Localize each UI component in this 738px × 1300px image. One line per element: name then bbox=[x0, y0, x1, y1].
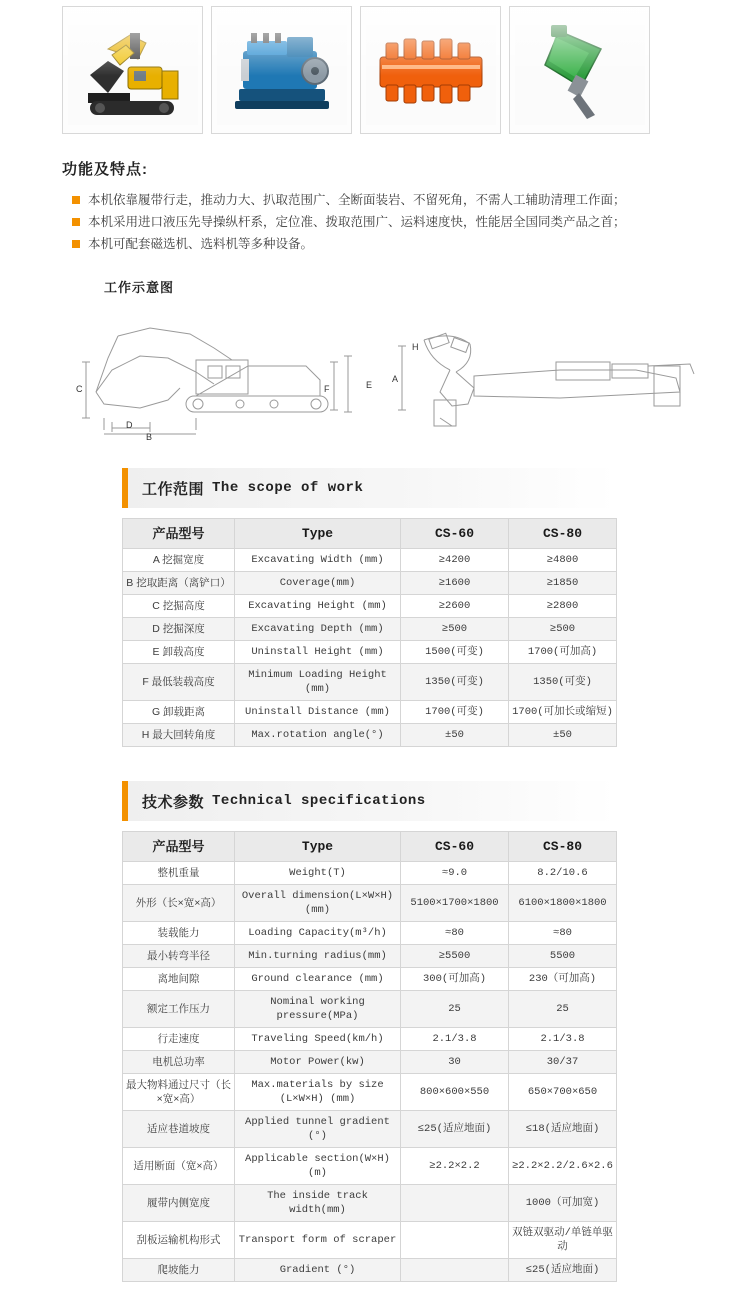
table-row bbox=[123, 1051, 617, 1074]
row-value-cs60: 1500(可变) bbox=[401, 641, 509, 664]
row-label-en: Max.materials by size (L×W×H) (mm) bbox=[235, 1074, 401, 1111]
row-label-en: Ground clearance (mm) bbox=[235, 968, 401, 991]
row-value-cs80: ≥500 bbox=[509, 618, 617, 641]
scope-of-work-table bbox=[122, 518, 617, 747]
table-row bbox=[123, 991, 617, 1028]
scope-header-type: Type bbox=[235, 519, 401, 549]
tech-title-cn: 技术参数 bbox=[142, 793, 205, 811]
row-value-cs60: 30 bbox=[401, 1051, 509, 1074]
row-label: C 挖掘高度 bbox=[123, 595, 235, 618]
row-label-en: Excavating Height (mm) bbox=[235, 595, 401, 618]
row-value-cs60: 2.1/3.8 bbox=[401, 1028, 509, 1051]
table-row bbox=[123, 1028, 617, 1051]
row-label-en: Nominal working pressure(MPa) bbox=[235, 991, 401, 1028]
row-value-cs80: 30/37 bbox=[509, 1051, 617, 1074]
row-value-cs60: 300(可加高) bbox=[401, 968, 509, 991]
working-range-diagram bbox=[0, 300, 738, 450]
row-value-cs80: 1350(可变) bbox=[509, 664, 617, 701]
row-value-cs60: 800×600×550 bbox=[401, 1074, 509, 1111]
row-value-cs60: ≈80 bbox=[401, 922, 509, 945]
table-row bbox=[123, 701, 617, 724]
row-label: 外形（长×宽×高） bbox=[123, 885, 235, 922]
feature-item: 本机采用进口液压先导操纵杆系，定位准、拨取范围广、运料速度快，性能居全国同类产品之首； bbox=[72, 211, 738, 233]
row-value-cs60: ≥2.2×2.2 bbox=[401, 1148, 509, 1185]
row-label-en: Gradient (°) bbox=[235, 1259, 401, 1282]
row-label-en: Excavating Depth (mm) bbox=[235, 618, 401, 641]
table-header-row bbox=[123, 832, 617, 862]
diagram-label-A: A bbox=[392, 374, 399, 384]
diagram-title: 工作示意图 bbox=[104, 280, 175, 295]
scope-of-work-header bbox=[122, 468, 616, 508]
row-label-en: Uninstall Height (mm) bbox=[235, 641, 401, 664]
row-value-cs60 bbox=[401, 1222, 509, 1259]
diagram-label-E: E bbox=[366, 380, 373, 390]
row-label: 最小转弯半径 bbox=[123, 945, 235, 968]
row-value-cs80: ±50 bbox=[509, 724, 617, 747]
technical-specifications-table bbox=[122, 831, 617, 1282]
row-value-cs60: ≥500 bbox=[401, 618, 509, 641]
row-value-cs80: ≥2800 bbox=[509, 595, 617, 618]
table-row bbox=[123, 968, 617, 991]
row-label-en: Applied tunnel gradient (°) bbox=[235, 1111, 401, 1148]
tech-header-type: Type bbox=[235, 832, 401, 862]
row-label-en: Excavating Width (mm) bbox=[235, 549, 401, 572]
row-value-cs80: ≥4800 bbox=[509, 549, 617, 572]
row-label: A 挖掘宽度 bbox=[123, 549, 235, 572]
photo-diesel-engine bbox=[211, 6, 352, 134]
table-row bbox=[123, 595, 617, 618]
row-label-en: Min.turning radius(mm) bbox=[235, 945, 401, 968]
table-row bbox=[123, 724, 617, 747]
scope-of-work-block bbox=[122, 468, 616, 747]
row-label: 电机总功率 bbox=[123, 1051, 235, 1074]
row-label: B 挖取距离（离铲口） bbox=[123, 572, 235, 595]
diagram-label-F: F bbox=[324, 384, 330, 394]
photo-hydraulic-valve bbox=[360, 6, 501, 134]
row-value-cs80: ≤25(适应地面) bbox=[509, 1259, 617, 1282]
row-value-cs60: ≈9.0 bbox=[401, 862, 509, 885]
row-value-cs80: 2.1/3.8 bbox=[509, 1028, 617, 1051]
scope-title-cn: 工作范围 bbox=[142, 480, 205, 498]
table-row bbox=[123, 1259, 617, 1282]
tech-header-cs80: CS-80 bbox=[509, 832, 617, 862]
row-label: 离地间隙 bbox=[123, 968, 235, 991]
row-value-cs60: 5100×1700×1800 bbox=[401, 885, 509, 922]
table-row bbox=[123, 862, 617, 885]
row-value-cs80: 双链双驱动/单链单驱动 bbox=[509, 1222, 617, 1259]
table-row bbox=[123, 618, 617, 641]
row-value-cs60: 1350(可变) bbox=[401, 664, 509, 701]
features-list bbox=[72, 189, 738, 255]
row-value-cs80: 1000（可加宽) bbox=[509, 1185, 617, 1222]
row-value-cs60: 25 bbox=[401, 991, 509, 1028]
row-value-cs60: 1700(可变) bbox=[401, 701, 509, 724]
scope-header-model: 产品型号 bbox=[123, 519, 235, 549]
row-label-en: Motor Power(kw) bbox=[235, 1051, 401, 1074]
row-label-en: Overall dimension(L×W×H) (mm) bbox=[235, 885, 401, 922]
row-value-cs80: 1700(可加长或缩短) bbox=[509, 701, 617, 724]
row-value-cs80: ≥2.2×2.2/2.6×2.6 bbox=[509, 1148, 617, 1185]
table-row bbox=[123, 1074, 617, 1111]
technical-specifications-block bbox=[122, 781, 616, 1282]
diagram-label-C: C bbox=[76, 384, 83, 394]
table-row bbox=[123, 922, 617, 945]
row-label: 刮板运输机构形式 bbox=[123, 1222, 235, 1259]
row-value-cs60: ≥5500 bbox=[401, 945, 509, 968]
row-value-cs80: 8.2/10.6 bbox=[509, 862, 617, 885]
table-row bbox=[123, 885, 617, 922]
table-row bbox=[123, 1148, 617, 1185]
row-value-cs60 bbox=[401, 1259, 509, 1282]
technical-specifications-header bbox=[122, 781, 616, 821]
row-value-cs80: 5500 bbox=[509, 945, 617, 968]
row-value-cs80: 230（可加高) bbox=[509, 968, 617, 991]
row-value-cs60: ±50 bbox=[401, 724, 509, 747]
row-label: 整机重量 bbox=[123, 862, 235, 885]
table-row bbox=[123, 1185, 617, 1222]
row-label: E 卸载高度 bbox=[123, 641, 235, 664]
row-value-cs80: ≤18(适应地面) bbox=[509, 1111, 617, 1148]
row-value-cs60: ≥1600 bbox=[401, 572, 509, 595]
tech-header-model: 产品型号 bbox=[123, 832, 235, 862]
row-label: 装载能力 bbox=[123, 922, 235, 945]
row-label-en: Traveling Speed(km/h) bbox=[235, 1028, 401, 1051]
row-value-cs80: ≈80 bbox=[509, 922, 617, 945]
row-label-en: Uninstall Distance (mm) bbox=[235, 701, 401, 724]
table-row bbox=[123, 1111, 617, 1148]
row-label: 行走速度 bbox=[123, 1028, 235, 1051]
row-value-cs60: ≥4200 bbox=[401, 549, 509, 572]
row-value-cs80: ≥1850 bbox=[509, 572, 617, 595]
row-label-en: Minimum Loading Height (mm) bbox=[235, 664, 401, 701]
table-header-row bbox=[123, 519, 617, 549]
feature-item: 本机依靠履带行走，推动力大、扒取范围广、全断面装岩、不留死角，不需人工辅助清理工作面； bbox=[72, 189, 738, 211]
photo-excavator-yellow bbox=[62, 6, 203, 134]
table-row bbox=[123, 549, 617, 572]
scope-header-cs80: CS-80 bbox=[509, 519, 617, 549]
table-row bbox=[123, 572, 617, 595]
features-title: 功能及特点: bbox=[62, 161, 148, 178]
scope-title-en: The scope of work bbox=[212, 480, 364, 496]
diagram-label-H: H bbox=[412, 342, 419, 352]
row-label-en: Coverage(mm) bbox=[235, 572, 401, 595]
table-row bbox=[123, 945, 617, 968]
row-label-en: Max.rotation angle(°) bbox=[235, 724, 401, 747]
tech-title-en: Technical specifications bbox=[212, 793, 426, 809]
row-label: 最大物料通过尺寸（长×宽×高） bbox=[123, 1074, 235, 1111]
row-label: 适用断面（宽×高） bbox=[123, 1148, 235, 1185]
row-value-cs80: 6100×1800×1800 bbox=[509, 885, 617, 922]
diagram-label-B: B bbox=[146, 432, 153, 442]
row-label: 爬坡能力 bbox=[123, 1259, 235, 1282]
row-label: F 最低装载高度 bbox=[123, 664, 235, 701]
product-photo-strip bbox=[0, 0, 738, 134]
row-label: H 最大回转角度 bbox=[123, 724, 235, 747]
row-label-en: Applicable section(W×H)(m) bbox=[235, 1148, 401, 1185]
table-row bbox=[123, 641, 617, 664]
row-label-en: The inside track width(mm) bbox=[235, 1185, 401, 1222]
row-label-en: Loading Capacity(m³/h) bbox=[235, 922, 401, 945]
row-label-en: Weight(T) bbox=[235, 862, 401, 885]
row-value-cs80: 1700(可加高) bbox=[509, 641, 617, 664]
table-row bbox=[123, 664, 617, 701]
tech-header-cs60: CS-60 bbox=[401, 832, 509, 862]
row-value-cs60: ≤25(适应地面) bbox=[401, 1111, 509, 1148]
table-row bbox=[123, 1222, 617, 1259]
row-label: G 卸载距离 bbox=[123, 701, 235, 724]
row-label-en: Transport form of scraper bbox=[235, 1222, 401, 1259]
photo-hydraulic-breaker bbox=[509, 6, 650, 134]
row-label: 适应巷道坡度 bbox=[123, 1111, 235, 1148]
row-value-cs60 bbox=[401, 1185, 509, 1222]
feature-item: 本机可配套磁选机、选料机等多种设备。 bbox=[72, 233, 738, 255]
row-label: 履带内侧宽度 bbox=[123, 1185, 235, 1222]
row-label: D 挖掘深度 bbox=[123, 618, 235, 641]
row-label: 额定工作压力 bbox=[123, 991, 235, 1028]
scope-header-cs60: CS-60 bbox=[401, 519, 509, 549]
diagram-label-D: D bbox=[126, 420, 133, 430]
row-value-cs80: 25 bbox=[509, 991, 617, 1028]
row-value-cs60: ≥2600 bbox=[401, 595, 509, 618]
row-value-cs80: 650×700×650 bbox=[509, 1074, 617, 1111]
